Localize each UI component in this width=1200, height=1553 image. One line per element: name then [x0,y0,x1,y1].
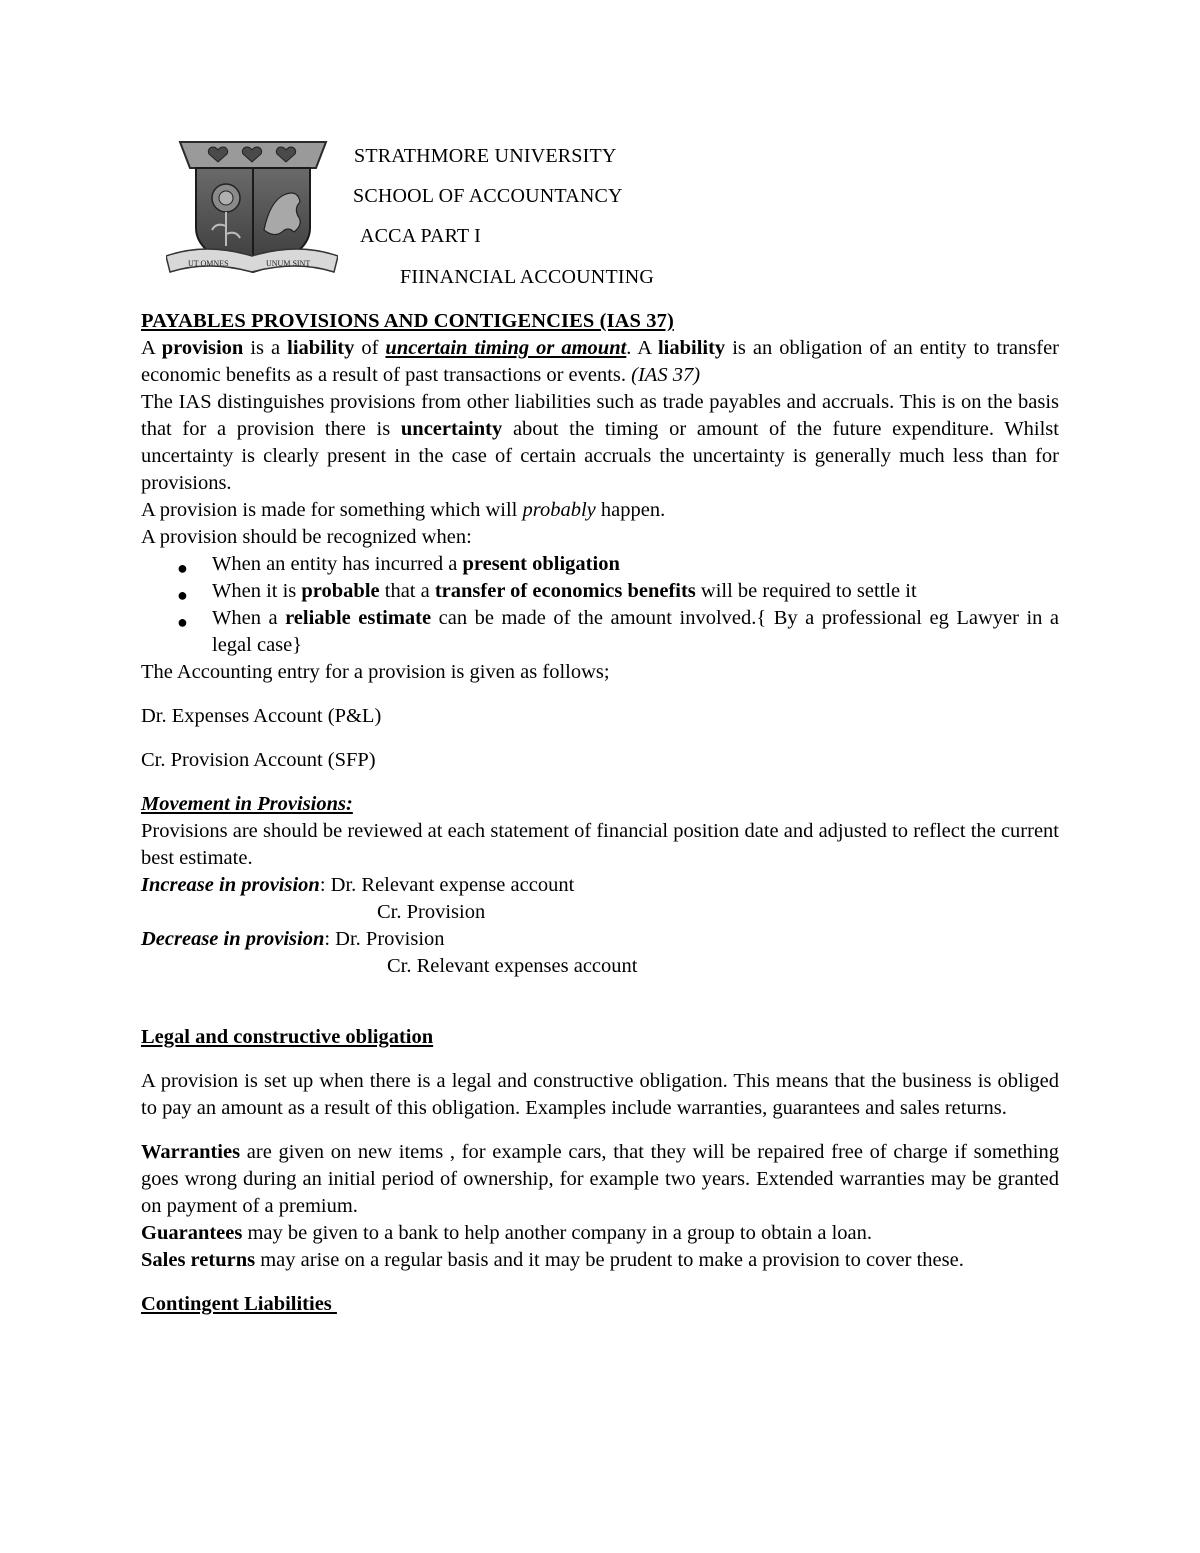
crest-motto-right: UNUM SINT [266,259,311,268]
document-title: PAYABLES PROVISIONS AND CONTIGENCIES (IAS 37) [141,310,674,332]
crest-motto-left: UT OMNES [188,259,229,268]
header-part: ACCA PART I [360,225,482,247]
contingent-liabilities-heading: Contingent Liabilities [141,1293,337,1315]
probably-paragraph: A provision is made for something which will probably happen. [141,499,666,521]
guarantees-paragraph: Guarantees may be given to a bank to help another company in a group to obtain a loan. [141,1222,872,1244]
legal-obligation-heading: Legal and constructive obligation [141,1026,434,1048]
list-item: ● When an entity has incurred a present obligation [141,551,1059,578]
decrease-provision-credit: Cr. Relevant expenses account [387,955,638,977]
bullet-icon: ● [177,585,188,605]
provision-definition: A provision is a liability of uncertain timing or amount. A liability is an obligation of an entity to transfer economic benefits as a result of past transactions or events. (IAS 37) [141,337,1059,386]
recognition-intro: A provision should be recognized when: [141,526,472,548]
ias-distinction-paragraph: The IAS distinguishes provisions from other liabilities such as trade payables and accruals. This is on the basis that for a provision there is uncertainty about the timing or amount of the future expenditure. Whilst uncertainty is clearly present in the case of certain accruals the uncertainty is generally much less than for provisions. [141,391,1059,494]
entry-credit: Cr. Provision Account (SFP) [141,749,376,771]
university-crest-logo [166,138,338,278]
bullet-icon: ● [177,612,188,632]
header-course: FIINANCIAL ACCOUNTING [400,266,655,288]
increase-provision-credit: Cr. Provision [377,901,486,923]
entry-debit: Dr. Expenses Account (P&L) [141,705,382,727]
list-item: ● When a reliable estimate can be made of the amount involved.{ By a professional eg Lawyer in a legal case} [177,607,1059,656]
warranties-paragraph: Warranties are given on new items , for example cars, that they will be repaired free of charge if something goes wrong during an initial period of ownership, for example two years. Extended warranties may be granted on payment of a premium. [141,1141,1059,1217]
recognition-criteria-list [141,551,1059,659]
sales-returns-paragraph: Sales returns may arise on a regular basis and it may be prudent to make a provision to cover these. [141,1249,964,1271]
bullet-icon: ● [177,558,188,578]
decrease-provision-line: Decrease in provision: Dr. Provision [141,928,445,950]
legal-obligation-text: A provision is set up when there is a legal and constructive obligation. This means that the business is obliged to pay an amount as a result of this obligation. Examples include warranties, guarantees and sales returns. [141,1070,1059,1119]
document-body [141,308,1059,1318]
list-item: ● When it is probable that a transfer of economics benefits will be required to settle it [141,578,1059,605]
header-school: SCHOOL OF ACCOUNTANCY [353,185,623,207]
increase-provision-line: Increase in provision: Dr. Relevant expense account [141,874,575,896]
entry-intro: The Accounting entry for a provision is given as follows; [141,661,610,683]
header-university: STRATHMORE UNIVERSITY [354,145,617,167]
movement-text: Provisions are should be reviewed at each statement of financial position date and adjusted to reflect the current best estimate. [141,820,1059,869]
movement-heading: Movement in Provisions: [141,793,353,815]
